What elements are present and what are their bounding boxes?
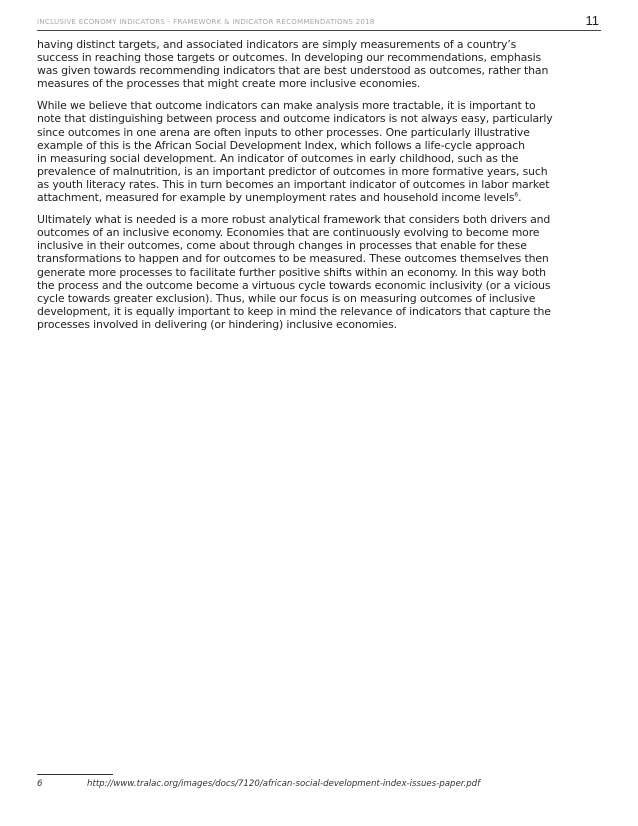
text-line: success in reaching those targets or outcomes. In developing our recommendations, emphasis — [37, 51, 542, 65]
paragraph-1 — [37, 38, 601, 90]
text-line: processes involved in delivering (or hindering) inclusive economies. — [37, 317, 397, 331]
footnote-number: 6 — [37, 779, 43, 789]
text-line-with-footnote — [37, 191, 601, 204]
text-line: example of this is the African Social Development Index, which follows a life-cycle approach — [37, 138, 525, 152]
text-line: measures of the processes that might create more inclusive economies. — [37, 77, 421, 91]
footnote-divider — [37, 774, 113, 775]
text-line: transformations to happen and for outcomes to be measured. These outcomes themselves then — [37, 252, 549, 266]
footnote-reference[interactable]: 6 — [514, 191, 519, 199]
header-title: INCLUSIVE ECONOMY INDICATORS - FRAMEWORK & INDICATOR RECOMMENDATIONS 2018 — [37, 18, 375, 26]
page-number: 11 — [585, 13, 599, 28]
text-line: generate more processes to facilitate further positive shifts within an economy. In this way both — [37, 265, 546, 279]
footnote — [37, 779, 601, 789]
text-line: since outcomes in one arena are often inputs to other processes. One particularly illustrative — [37, 125, 530, 139]
paragraph-3 — [37, 213, 601, 331]
text-line: having distinct targets, and associated indicators are simply measurements of a country’s — [37, 38, 517, 51]
sentence-end: . — [518, 191, 522, 205]
text-line: note that distinguishing between process and outcome indicators is not always easy, particularly — [37, 112, 553, 126]
text-line: as youth literacy rates. This in turn becomes an important indicator of outcomes in labor market — [37, 177, 550, 191]
footnote-link[interactable]: http://www.tralac.org/images/docs/7120/african-social-development-index-issues-paper.pdf — [87, 779, 481, 789]
text-line: in measuring social development. An indicator of outcomes in early childhood, such as the — [37, 151, 519, 165]
text-line: While we believe that outcome indicators can make analysis more tractable, it is important to — [37, 99, 536, 113]
paragraph-2 — [37, 99, 601, 204]
text-line: was given towards recommending indicators that are best understood as outcomes, rather than — [37, 64, 549, 78]
text-line: attachment, measured for example by unemployment rates and household income levels — [37, 191, 515, 205]
page-header — [37, 14, 601, 31]
text-line: the process and the outcome become a virtuous cycle towards economic inclusivity (or a vicious — [37, 278, 551, 292]
text-line: development, it is equally important to keep in mind the relevance of indicators that capture the — [37, 304, 551, 318]
text-line: outcomes of an inclusive economy. Economies that are continuously evolving to become more — [37, 226, 540, 240]
text-line: cycle towards greater exclusion). Thus, while our focus is on measuring outcomes of inclusive — [37, 291, 536, 305]
text-line: Ultimately what is needed is a more robust analytical framework that considers both drivers and — [37, 213, 551, 227]
text-line: inclusive in their outcomes, come about through changes in processes that enable for these — [37, 239, 527, 253]
text-line: prevalence of malnutrition, is an important predictor of outcomes in more formative years, such — [37, 164, 548, 178]
body-text — [37, 38, 601, 340]
